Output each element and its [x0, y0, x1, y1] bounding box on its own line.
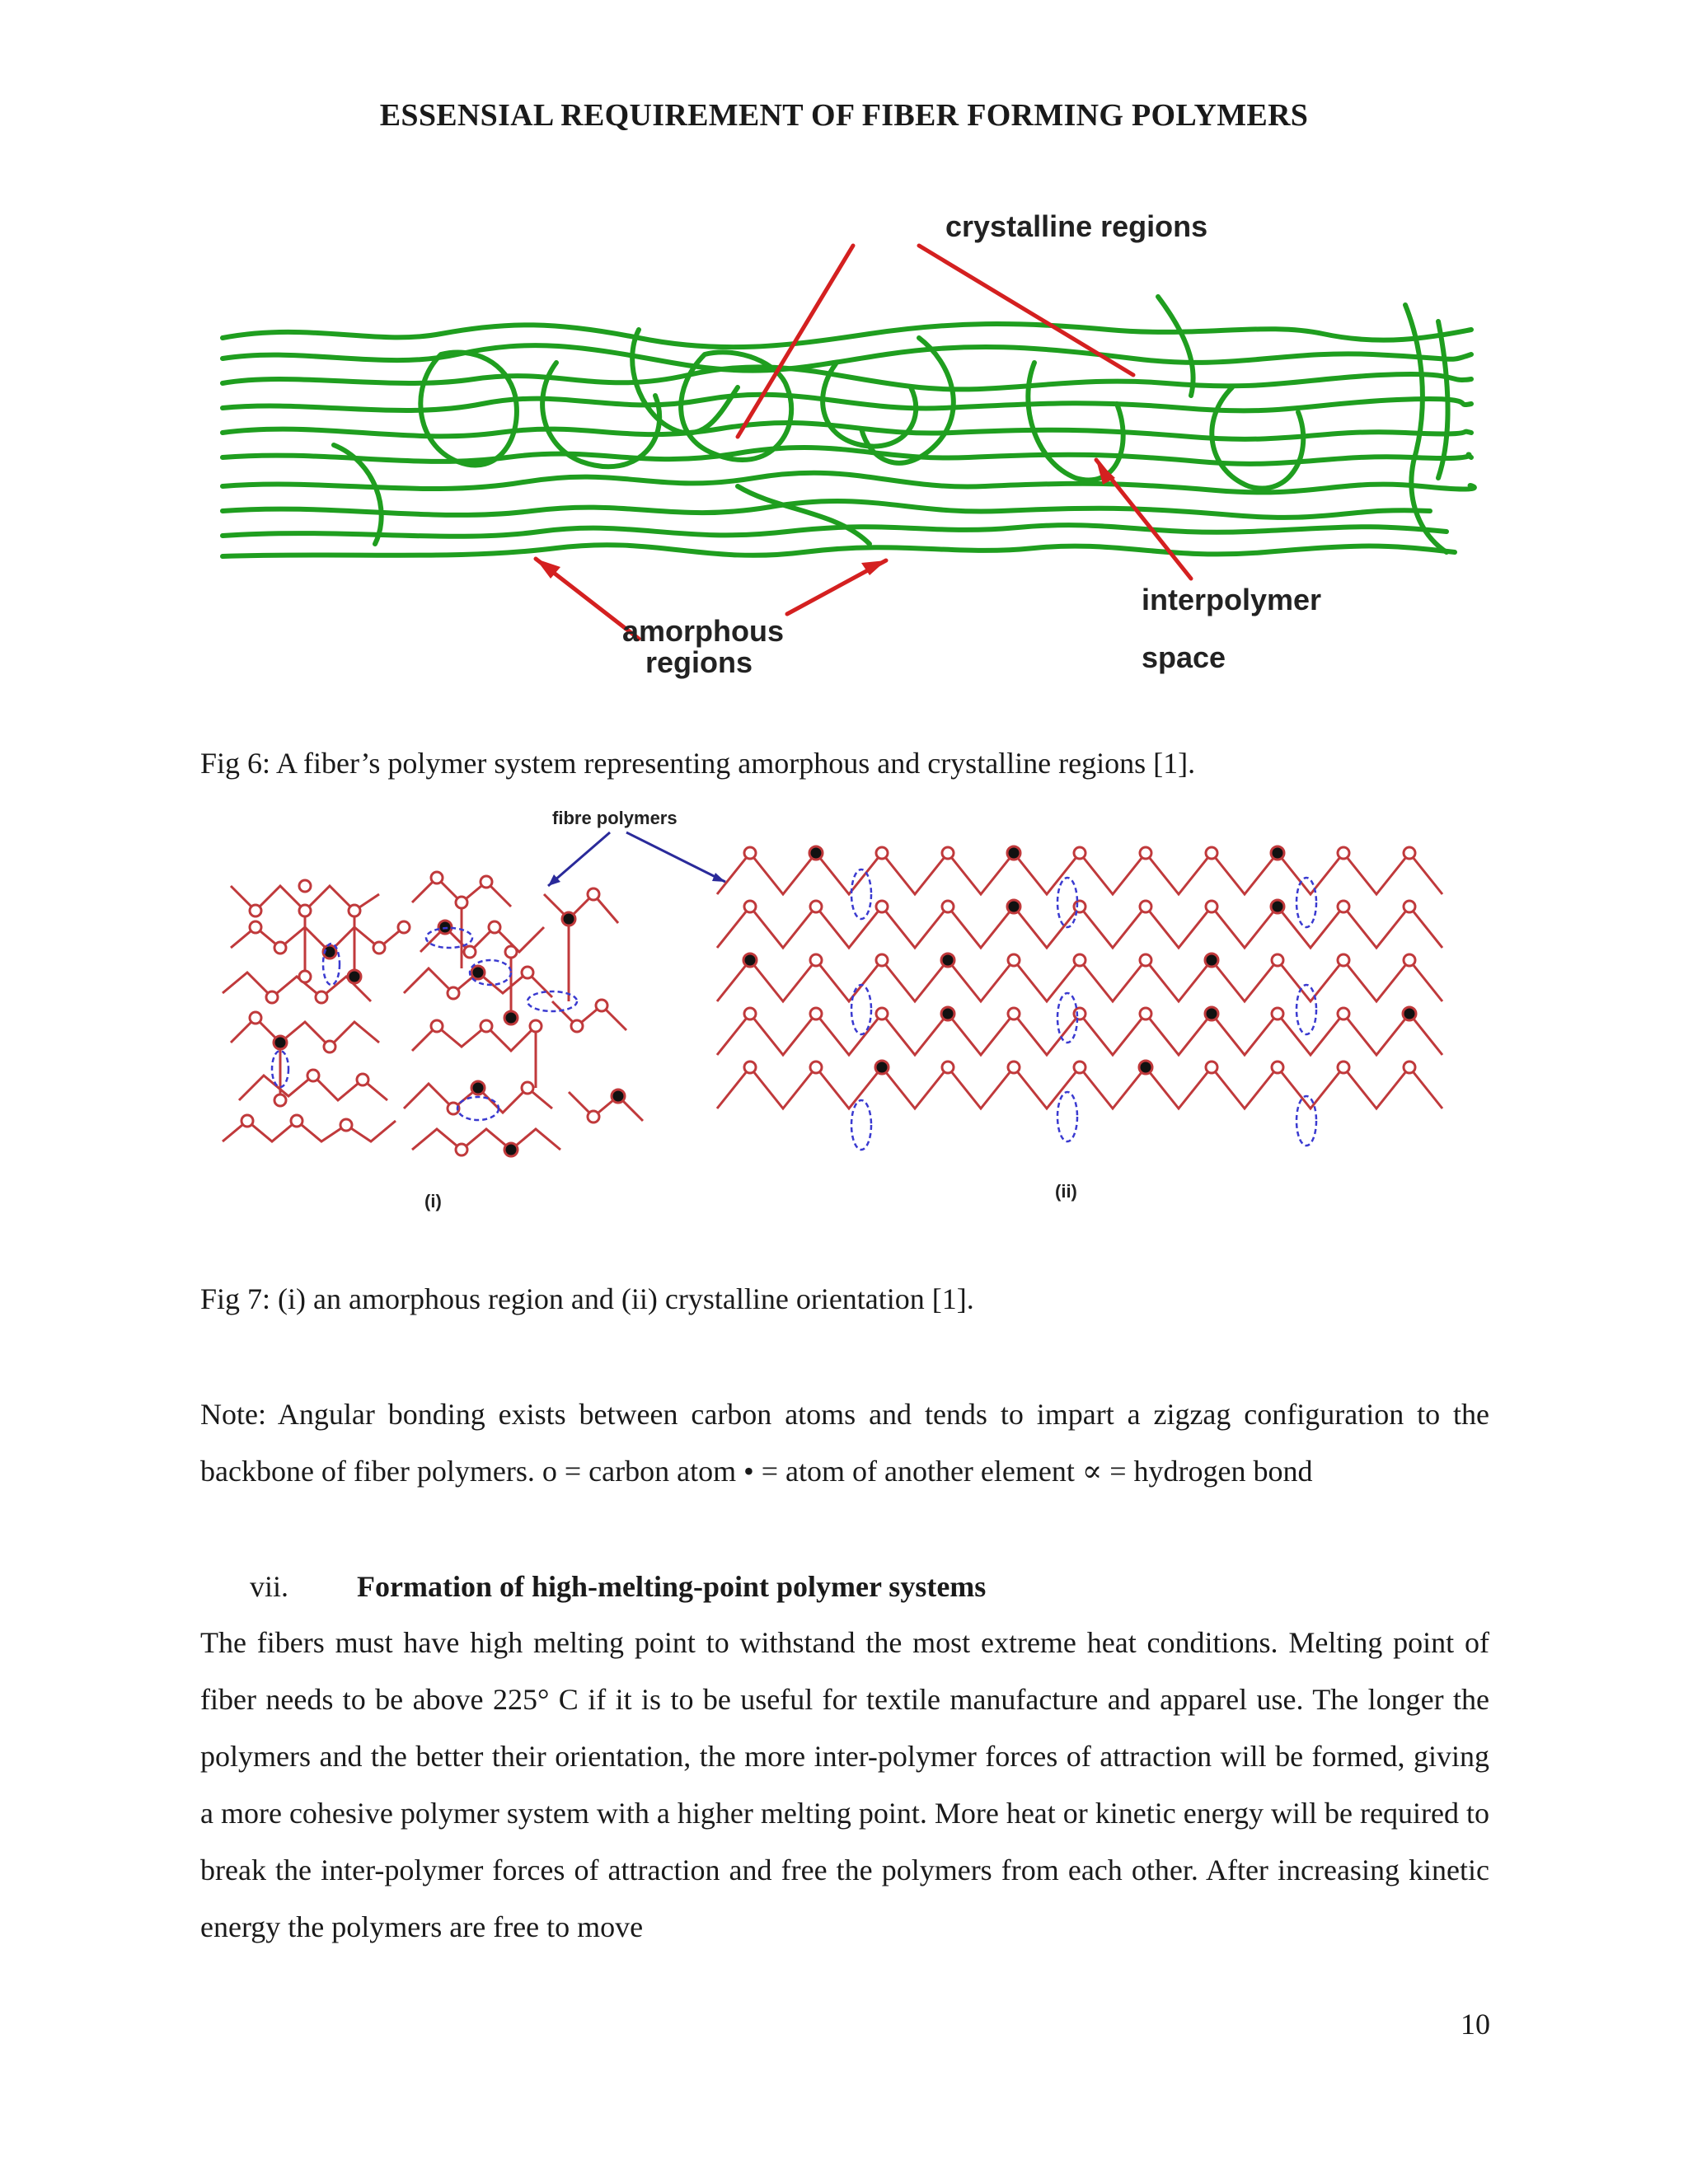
other-element-atom: [809, 846, 823, 860]
other-element-atom: [1205, 1007, 1218, 1020]
carbon-atom: [876, 901, 888, 912]
figure-7-caption: Fig 7: (i) an amorphous region and (ii) crystalline orientation [1].: [200, 1282, 974, 1315]
carbon-atom: [744, 1008, 756, 1019]
carbon-atom: [349, 905, 360, 916]
amorphous-label-line1: amorphous: [622, 614, 785, 648]
carbon-atom: [448, 987, 459, 999]
carbon-atom: [505, 946, 517, 958]
other-element-atom: [1271, 846, 1284, 860]
other-element-atom: [471, 966, 485, 979]
carbon-atom: [1404, 847, 1415, 859]
carbon-atom: [1008, 1062, 1020, 1073]
carbon-atom: [299, 880, 311, 892]
carbon-atom: [744, 1062, 756, 1073]
carbon-atom: [1140, 954, 1151, 966]
other-element-atom: [348, 970, 361, 983]
other-element-atom: [504, 1143, 518, 1156]
other-element-atom: [743, 954, 757, 967]
page-title: ESSENSIAL REQUIREMENT OF FIBER FORMING POLYMERS: [379, 98, 1309, 133]
carbon-atom: [1272, 1062, 1283, 1073]
carbon-atom: [373, 942, 385, 954]
carbon-atom: [481, 1020, 492, 1032]
carbon-atom: [1404, 1062, 1415, 1073]
carbon-atom: [1338, 847, 1349, 859]
carbon-atom: [398, 921, 410, 933]
other-element-atom: [1139, 1061, 1152, 1074]
carbon-atom: [942, 847, 954, 859]
carbon-atom: [1206, 901, 1217, 912]
carbon-atom: [1140, 847, 1151, 859]
other-element-atom: [941, 954, 954, 967]
carbon-atom: [1140, 901, 1151, 912]
carbon-atom: [596, 1000, 607, 1011]
carbon-atom: [274, 942, 286, 954]
figure-6-polymer-system: [210, 198, 1496, 692]
fibre-polymers-label: fibre polymers: [552, 808, 678, 828]
carbon-atom: [810, 901, 822, 912]
carbon-atom: [431, 872, 443, 883]
other-element-atom: [471, 1081, 485, 1094]
hydrogen-bond-ellipse: [851, 985, 871, 1034]
carbon-atom: [274, 1094, 286, 1106]
other-element-atom: [1403, 1007, 1416, 1020]
carbon-atom: [1338, 954, 1349, 966]
carbon-atom: [1404, 954, 1415, 966]
carbon-atom: [324, 1041, 335, 1052]
other-element-atom: [274, 1036, 287, 1049]
carbon-atom: [810, 954, 822, 966]
polymer-chains: [223, 297, 1475, 556]
carbon-atom: [744, 901, 756, 912]
carbon-atom: [1272, 1008, 1283, 1019]
carbon-atom: [1074, 1062, 1085, 1073]
carbon-atom: [1272, 954, 1283, 966]
carbon-atom: [1008, 954, 1020, 966]
carbon-atom: [456, 897, 467, 908]
crystalline-regions-label: crystalline regions: [945, 209, 1208, 243]
carbon-atom: [357, 1074, 368, 1085]
other-element-atom: [1271, 900, 1284, 913]
carbon-atom: [489, 921, 500, 933]
other-element-atom: [941, 1007, 954, 1020]
carbon-atom: [340, 1119, 352, 1131]
carbon-atom: [522, 967, 533, 978]
amorphous-atoms: [241, 872, 625, 1156]
section-number: vii.: [250, 1570, 289, 1603]
other-element-atom: [875, 1061, 889, 1074]
carbon-atom: [266, 991, 278, 1003]
other-element-atom: [612, 1090, 625, 1103]
carbon-atom: [810, 1062, 822, 1073]
interpolymer-label-line1: interpolymer: [1142, 583, 1322, 616]
other-element-atom: [1007, 900, 1020, 913]
carbon-atom: [1404, 901, 1415, 912]
carbon-atom: [942, 1062, 954, 1073]
hydrogen-bond-ellipse: [1296, 878, 1316, 927]
carbon-atom: [250, 921, 261, 933]
body-paragraph: The fibers must have high melting point to withstand the most extreme heat conditions. Melting point of fiber needs to be above 225° C if it is to be useful for textile manufacture and apparel use. The longer the polymers and the better their orientation, the more inter-polymer forces of attraction will be formed, giving a more cohesive polymer system with a higher melting point. More heat or kinetic energy will be required to break the inter-polymer forces of attraction and free the polymers from each other. After increasing kinetic energy the polymers are free to move: [200, 1626, 1489, 1943]
carbon-atom: [291, 1115, 302, 1127]
annotation-arrows: [536, 246, 1191, 639]
carbon-atom: [431, 1020, 443, 1032]
other-element-atom: [1007, 846, 1020, 860]
carbon-atom: [1074, 954, 1085, 966]
carbon-atom: [1206, 847, 1217, 859]
carbon-atom: [241, 1115, 253, 1127]
hydrogen-bond-ellipse: [851, 1100, 871, 1150]
carbon-atom: [481, 876, 492, 888]
carbon-atom: [1206, 1062, 1217, 1073]
carbon-atom: [464, 946, 476, 958]
carbon-atom: [250, 1012, 261, 1024]
page-number: 10: [1461, 2008, 1490, 2041]
carbon-atom: [876, 847, 888, 859]
carbon-atom: [522, 1082, 533, 1094]
carbon-atom: [1338, 901, 1349, 912]
carbon-atom: [876, 954, 888, 966]
figure-6-caption: Fig 6: A fiber’s polymer system representing amorphous and crystalline regions [1].: [200, 747, 1196, 780]
other-element-atom: [1205, 954, 1218, 967]
carbon-atom: [530, 1020, 542, 1032]
note-paragraph: Note: Angular bonding exists between carbon atoms and tends to impart a zigzag configuration to the backbone of fiber polymers. o = carbon atom • = atom of another element ∝ = hydrogen bond: [200, 1398, 1489, 1488]
amorphous-panel: [223, 878, 643, 1150]
carbon-atom: [250, 905, 261, 916]
carbon-atom: [1338, 1008, 1349, 1019]
carbon-atom: [1008, 1008, 1020, 1019]
section-heading: Formation of high-melting-point polymer systems: [357, 1570, 987, 1603]
carbon-atom: [316, 991, 327, 1003]
carbon-atom: [810, 1008, 822, 1019]
carbon-atom: [456, 1144, 467, 1155]
fibre-polymer-arrows: [548, 832, 725, 886]
carbon-atom: [299, 971, 311, 982]
carbon-atom: [744, 847, 756, 859]
carbon-atom: [1140, 1008, 1151, 1019]
hydrogen-bond-ellipse: [1057, 1092, 1077, 1141]
carbon-atom: [571, 1020, 583, 1032]
other-element-atom: [562, 912, 575, 926]
carbon-atom: [942, 901, 954, 912]
carbon-atom: [307, 1070, 319, 1081]
carbon-atom: [299, 905, 311, 916]
hydrogen-bond-ellipse: [1296, 985, 1316, 1034]
carbon-atom: [588, 888, 599, 900]
interpolymer-label-line2: space: [1142, 640, 1226, 674]
carbon-atom: [1074, 1008, 1085, 1019]
panel-i-label: (i): [424, 1191, 442, 1212]
amorphous-label-line2: regions: [645, 645, 753, 679]
carbon-atom: [1338, 1062, 1349, 1073]
carbon-atom: [876, 1008, 888, 1019]
crystalline-arrow-left: [738, 246, 853, 437]
hydrogen-bond-ellipse: [457, 1097, 499, 1120]
carbon-atom: [588, 1111, 599, 1122]
crystalline-arrow-right: [919, 246, 1133, 375]
figure-7-amorphous-vs-crystalline: [198, 804, 1500, 1232]
other-element-atom: [504, 1011, 518, 1024]
carbon-atom: [1074, 847, 1085, 859]
panel-ii-label: (ii): [1055, 1181, 1077, 1202]
